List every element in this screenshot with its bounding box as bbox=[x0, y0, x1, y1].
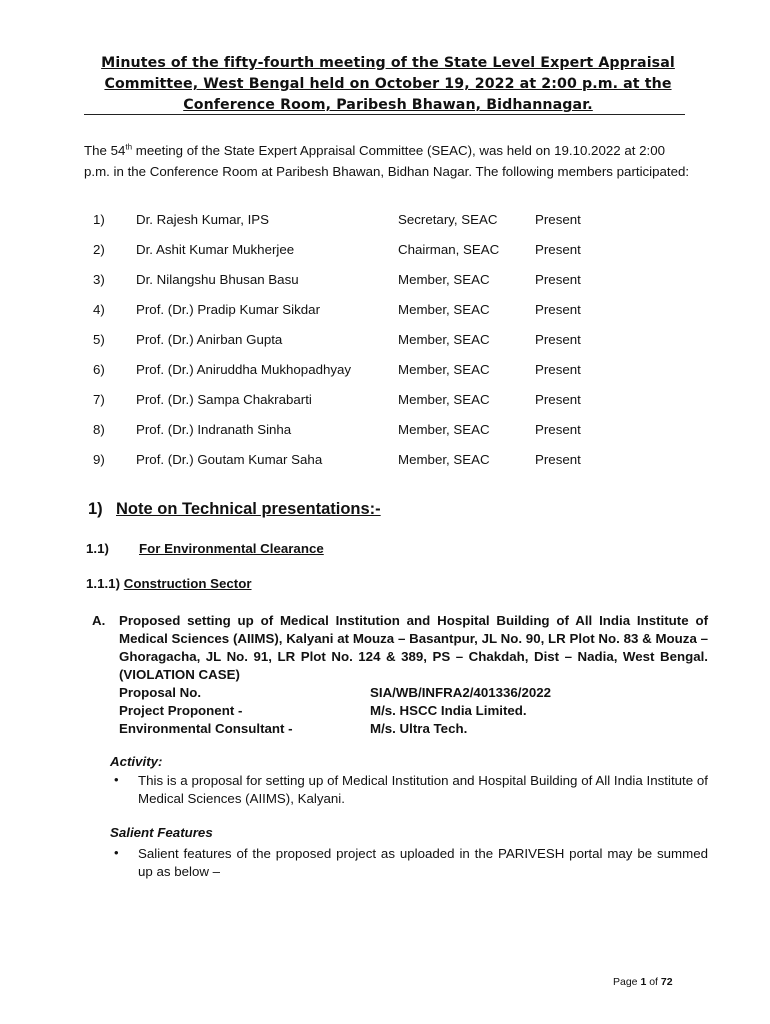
member-name: Prof. (Dr.) Anirban Gupta bbox=[136, 332, 283, 347]
bullet-icon: • bbox=[114, 845, 119, 860]
member-row bbox=[84, 268, 704, 298]
field-value: M/s. HSCC India Limited. bbox=[370, 703, 527, 718]
member-designation: Member, SEAC bbox=[398, 272, 490, 287]
member-name: Prof. (Dr.) Aniruddha Mukhopadhyay bbox=[136, 362, 352, 377]
member-number: 3) bbox=[93, 272, 105, 287]
member-row bbox=[84, 238, 704, 268]
activity-bullet bbox=[114, 772, 708, 808]
section-heading-1-1-1 bbox=[86, 576, 252, 591]
field-label: Project Proponent - bbox=[119, 703, 243, 718]
members-list bbox=[84, 208, 704, 478]
member-number: 9) bbox=[93, 452, 105, 467]
section-number: 1) bbox=[88, 500, 103, 518]
member-number: 2) bbox=[93, 242, 105, 257]
member-number: 4) bbox=[93, 302, 105, 317]
member-name: Prof. (Dr.) Indranath Sinha bbox=[136, 422, 292, 437]
member-designation: Member, SEAC bbox=[398, 362, 490, 377]
bullet-icon: • bbox=[114, 772, 119, 787]
member-status: Present bbox=[535, 242, 581, 257]
member-name: Dr. Nilangshu Bhusan Basu bbox=[136, 272, 299, 287]
section-heading-1 bbox=[88, 500, 381, 519]
member-number: 6) bbox=[93, 362, 105, 377]
proposal-field bbox=[119, 702, 708, 720]
section-title: Construction Sector bbox=[123, 576, 252, 591]
proposal-letter: A. bbox=[92, 613, 106, 628]
member-row bbox=[84, 358, 704, 388]
page-footer bbox=[613, 976, 673, 988]
member-name: Prof. (Dr.) Sampa Chakrabarti bbox=[136, 392, 312, 407]
current-page: 1 bbox=[640, 976, 647, 988]
intro-text-start: The 54 bbox=[84, 143, 126, 158]
member-row bbox=[84, 418, 704, 448]
intro-superscript: th bbox=[125, 142, 133, 152]
of-word: of bbox=[649, 976, 658, 988]
intro-text-rest: meeting of the State Expert Appraisal Committee (SEAC), was held on 19.10.2022 at 2:00 p.m. in the Conference Room at Paribesh Bhawan, Bidhan Nagar. The following members participated: bbox=[84, 143, 690, 179]
intro-paragraph bbox=[84, 140, 692, 182]
section-title: For Environmental Clearance bbox=[139, 541, 324, 556]
salient-bullet bbox=[114, 845, 708, 881]
field-value: SIA/WB/INFRA2/401336/2022 bbox=[370, 685, 552, 700]
proposal-block bbox=[92, 612, 708, 738]
member-status: Present bbox=[535, 272, 581, 287]
title-divider bbox=[84, 114, 685, 115]
member-name: Dr. Rajesh Kumar, IPS bbox=[136, 212, 270, 227]
page-word: Page bbox=[613, 976, 638, 988]
field-value: M/s. Ultra Tech. bbox=[370, 721, 468, 736]
section-number: 1.1.1) bbox=[86, 576, 121, 591]
member-designation: Member, SEAC bbox=[398, 332, 490, 347]
field-label: Environmental Consultant - bbox=[119, 721, 293, 736]
member-number: 7) bbox=[93, 392, 105, 407]
title-line-3: Conference Room, Paribesh Bhawan, Bidhannagar. bbox=[183, 97, 593, 113]
bullet-text: Salient features of the proposed project as uploaded in the PARIVESH portal may be summed up as below – bbox=[138, 846, 708, 879]
member-designation: Member, SEAC bbox=[398, 392, 490, 407]
member-row bbox=[84, 208, 704, 238]
total-pages: 72 bbox=[660, 976, 673, 988]
member-name: Dr. Ashit Kumar Mukherjee bbox=[136, 242, 295, 257]
proposal-field bbox=[119, 720, 708, 738]
member-designation: Secretary, SEAC bbox=[398, 212, 498, 227]
member-designation: Chairman, SEAC bbox=[398, 242, 500, 257]
field-label: Proposal No. bbox=[119, 685, 202, 700]
member-status: Present bbox=[535, 302, 581, 317]
member-status: Present bbox=[535, 332, 581, 347]
member-designation: Member, SEAC bbox=[398, 452, 490, 467]
proposal-title: Proposed setting up of Medical Institution and Hospital Building of All India Institute of Medical Sciences (AIIMS), Kalyani at Mouza – Basantpur, JL No. 90, LR Plot No. 83 & Mouza – Ghoragacha, JL No. 91, LR Plot No. 124 & 389, PS – Chakdah, Dist – Nadia, West Bengal. (VIOLATION CASE) bbox=[119, 613, 708, 682]
section-number: 1.1) bbox=[86, 541, 109, 556]
member-row bbox=[84, 328, 704, 358]
activity-heading: Activity: bbox=[110, 754, 163, 769]
section-title: Note on Technical presentations:- bbox=[116, 500, 381, 518]
member-number: 1) bbox=[93, 212, 105, 227]
proposal-field bbox=[119, 684, 708, 702]
member-designation: Member, SEAC bbox=[398, 302, 490, 317]
member-status: Present bbox=[535, 452, 581, 467]
title-line-1: Minutes of the fifty-fourth meeting of the State Level Expert Appraisal bbox=[101, 55, 675, 71]
document-title bbox=[78, 53, 698, 116]
member-number: 8) bbox=[93, 422, 105, 437]
member-row bbox=[84, 388, 704, 418]
member-row bbox=[84, 298, 704, 328]
salient-heading: Salient Features bbox=[110, 825, 213, 840]
member-name: Prof. (Dr.) Goutam Kumar Saha bbox=[136, 452, 323, 467]
member-status: Present bbox=[535, 422, 581, 437]
bullet-text: This is a proposal for setting up of Medical Institution and Hospital Building of All India Institute of Medical Sciences (AIIMS), Kalyani. bbox=[138, 773, 708, 806]
member-status: Present bbox=[535, 362, 581, 377]
member-status: Present bbox=[535, 392, 581, 407]
member-designation: Member, SEAC bbox=[398, 422, 490, 437]
section-heading-1-1 bbox=[86, 541, 324, 556]
title-line-2: Committee, West Bengal held on October 19, 2022 at 2:00 p.m. at the bbox=[104, 76, 672, 92]
member-row bbox=[84, 448, 704, 478]
member-status: Present bbox=[535, 212, 581, 227]
member-name: Prof. (Dr.) Pradip Kumar Sikdar bbox=[136, 302, 320, 317]
member-number: 5) bbox=[93, 332, 105, 347]
